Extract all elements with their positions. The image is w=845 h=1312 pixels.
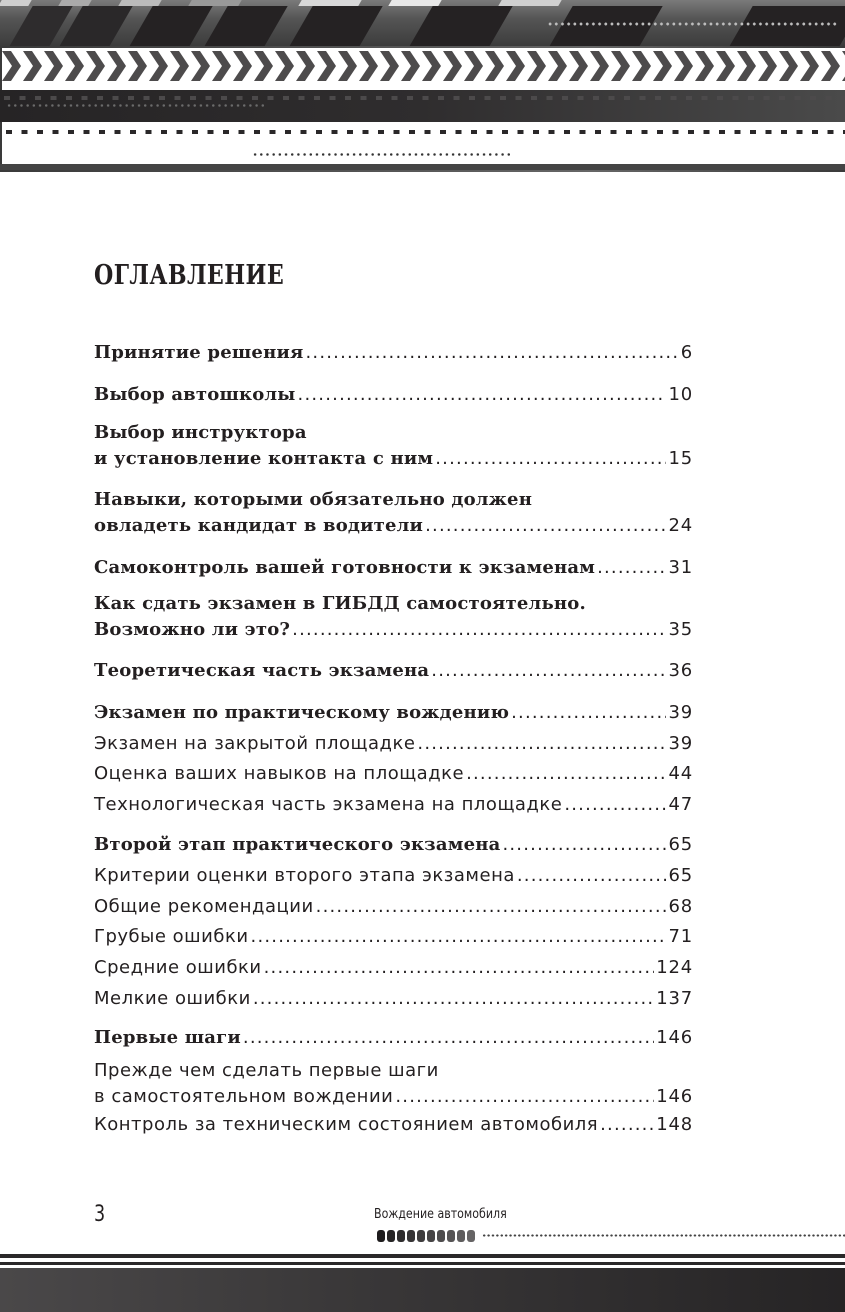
toc-page-number: 71 <box>668 926 693 947</box>
toc-entry-label: Оценка ваших навыков на площадке <box>94 763 465 784</box>
dot-leader <box>395 1086 654 1107</box>
dot-leader <box>298 384 667 405</box>
dot-leader <box>243 1027 654 1048</box>
chevron-icon <box>485 51 506 81</box>
toc-page-number: 36 <box>668 660 693 681</box>
toc-page-number: 31 <box>668 557 693 578</box>
toc-entry-label: и установление контакта с ним <box>94 448 434 469</box>
chevron-icon <box>23 51 44 81</box>
toc-entry-label: Принятие решения <box>94 342 304 363</box>
toc-page-number: 137 <box>656 988 693 1009</box>
toc-entry-label: Контроль за техническим состоянием автомобиля <box>94 1114 599 1135</box>
chevron-icon <box>632 51 653 81</box>
dot-leader <box>564 794 666 815</box>
page-number: 3 <box>94 1202 106 1227</box>
chevron-icon <box>86 51 107 81</box>
white-dashed-band <box>2 122 845 164</box>
toc-page-number: 39 <box>668 702 693 723</box>
dot-leader <box>306 342 679 363</box>
toc-section[interactable] <box>94 733 693 759</box>
chevron-icon <box>338 51 359 81</box>
chevron-icon <box>128 51 149 81</box>
dot-leader <box>502 834 666 855</box>
chevron-icon <box>506 51 527 81</box>
chevron-icon <box>527 51 548 81</box>
toc-page-number: 44 <box>668 763 693 784</box>
toc-page-number: 68 <box>668 896 693 917</box>
toc-section[interactable] <box>94 926 693 952</box>
dot-leader <box>435 448 666 469</box>
toc-page-number: 148 <box>656 1114 693 1135</box>
toc-page-number: 15 <box>668 448 693 469</box>
toc-section[interactable] <box>94 988 693 1014</box>
footer-rule <box>0 1262 845 1265</box>
dot-leader <box>431 660 666 681</box>
pill-decor <box>387 1230 395 1242</box>
toc-chapter[interactable] <box>94 489 693 541</box>
chevron-stripe <box>2 48 845 90</box>
toc-section[interactable] <box>94 1114 693 1140</box>
dot-leader <box>251 926 667 947</box>
toc-entry-label: Выбор автошколы <box>94 384 296 405</box>
chevron-icon <box>590 51 611 81</box>
dot-leader <box>253 988 654 1009</box>
toc-entry-label: Прежде чем сделать первые шаги <box>94 1060 439 1081</box>
toc-chapter[interactable] <box>94 342 693 368</box>
dotted-line-decor <box>482 1234 845 1237</box>
toc-chapter[interactable] <box>94 660 693 686</box>
header-bottom-rule <box>0 164 845 170</box>
footer-rule <box>0 1254 845 1258</box>
chevron-icon <box>233 51 254 81</box>
chevron-icon <box>653 51 674 81</box>
pill-decor <box>437 1230 445 1242</box>
toc-entry-label: Грубые ошибки <box>94 926 249 947</box>
pill-decor <box>457 1230 465 1242</box>
pill-decor <box>427 1230 435 1242</box>
toc-entry-label: Выбор инструктора <box>94 422 307 443</box>
toc-chapter[interactable] <box>94 557 693 583</box>
toc-chapter[interactable] <box>94 422 693 474</box>
toc-page-number: 39 <box>668 733 693 754</box>
chevron-icon <box>548 51 569 81</box>
chevron-icon <box>611 51 632 81</box>
dark-dashed-band <box>0 90 845 122</box>
chevron-icon <box>674 51 695 81</box>
toc-page-number: 146 <box>656 1027 693 1048</box>
dot-leader <box>425 515 666 536</box>
chevron-icon <box>695 51 716 81</box>
toc-section[interactable] <box>94 865 693 891</box>
toc-entry-label: Технологическая часть экзамена на площадке <box>94 794 563 815</box>
chevron-icon <box>737 51 758 81</box>
chevron-icon <box>44 51 65 81</box>
dot-leader <box>597 557 666 578</box>
toc-page-number: 6 <box>680 342 693 363</box>
chevron-icon <box>149 51 170 81</box>
pill-decor <box>417 1230 425 1242</box>
toc-section[interactable] <box>94 1060 693 1112</box>
dot-leader <box>316 896 667 917</box>
chevron-icon <box>821 51 842 81</box>
toc-page-number: 65 <box>668 834 693 855</box>
chevron-icon <box>758 51 779 81</box>
toc-section[interactable] <box>94 794 693 820</box>
dot-leader <box>511 702 666 723</box>
running-title: Вождение автомобиля <box>374 1207 507 1222</box>
toc-entry-label: Теоретическая часть экзамена <box>94 660 430 681</box>
dot-leader <box>417 733 666 754</box>
toc-entry-label: Возможно ли это? <box>94 619 291 640</box>
chevron-icon <box>779 51 800 81</box>
chevron-icon <box>317 51 338 81</box>
dot-leader <box>466 763 666 784</box>
toc-chapter[interactable] <box>94 1027 693 1053</box>
toc-entry-label: Средние ошибки <box>94 957 262 978</box>
footer-band <box>0 1268 845 1312</box>
toc-entry-label: Навыки, которыми обязательно должен <box>94 489 533 510</box>
chevron-icon <box>296 51 317 81</box>
toc-section[interactable] <box>94 763 693 789</box>
chevron-icon <box>107 51 128 81</box>
pill-decor <box>447 1230 455 1242</box>
toc-page-number: 47 <box>668 794 693 815</box>
toc-page-number: 65 <box>668 865 693 886</box>
pill-decor <box>407 1230 415 1242</box>
chevron-icon <box>464 51 485 81</box>
chevron-icon <box>254 51 275 81</box>
toc-chapter[interactable] <box>94 834 693 860</box>
chevron-icon <box>359 51 380 81</box>
chevron-icon <box>2 51 23 81</box>
toc-page-number: 146 <box>656 1086 693 1107</box>
chevron-icon <box>800 51 821 81</box>
toc-page-number: 24 <box>668 515 693 536</box>
toc-entry-label: Второй этап практического экзамена <box>94 834 501 855</box>
toc-chapter[interactable] <box>94 702 693 728</box>
toc-entry-label: Экзамен на закрытой площадке <box>94 733 416 754</box>
dot-leader <box>264 957 655 978</box>
toc-section[interactable] <box>94 957 693 983</box>
progress-pills-decor <box>377 1230 475 1242</box>
dot-leader <box>600 1114 654 1135</box>
chevron-icon <box>569 51 590 81</box>
page-title: ОГЛАВЛЕНИЕ <box>94 260 285 291</box>
chevron-icon <box>170 51 191 81</box>
toc-entry-label: Экзамен по практическому вождению <box>94 702 510 723</box>
toc-page-number: 35 <box>668 619 693 640</box>
chevron-icon <box>716 51 737 81</box>
toc-entry-label: Критерии оценки второго этапа экзамена <box>94 865 515 886</box>
toc-entry-label: Как сдать экзамен в ГИБДД самостоятельно. <box>94 593 586 614</box>
dot-leader <box>517 865 667 886</box>
toc-page-number: 10 <box>668 384 693 405</box>
chevron-icon <box>212 51 233 81</box>
header-decoration <box>0 0 845 172</box>
toc-entry-label: Мелкие ошибки <box>94 988 251 1009</box>
chevron-icon <box>422 51 443 81</box>
toc-section[interactable] <box>94 896 693 922</box>
pill-decor <box>397 1230 405 1242</box>
toc-chapter[interactable] <box>94 384 693 410</box>
toc-chapter[interactable] <box>94 593 693 645</box>
toc-entry-label: в самостоятельном вождении <box>94 1086 394 1107</box>
pill-decor <box>467 1230 475 1242</box>
toc-entry-label: Общие рекомендации <box>94 896 314 917</box>
dot-leader <box>292 619 666 640</box>
chevron-icon <box>191 51 212 81</box>
toc-page-number: 124 <box>656 957 693 978</box>
chevron-icon <box>401 51 422 81</box>
dotted-line-decor <box>547 22 837 26</box>
toc-entry-label: овладеть кандидат в водители <box>94 515 424 536</box>
toc-entry-label: Самоконтроль вашей готовности к экзаменам <box>94 557 596 578</box>
chevron-icon <box>380 51 401 81</box>
chevron-icon <box>65 51 86 81</box>
toc-entry-label: Первые шаги <box>94 1027 241 1048</box>
checkered-flag-banner <box>0 0 845 46</box>
pill-decor <box>377 1230 385 1242</box>
chevron-icon <box>443 51 464 81</box>
chevron-icon <box>275 51 296 81</box>
